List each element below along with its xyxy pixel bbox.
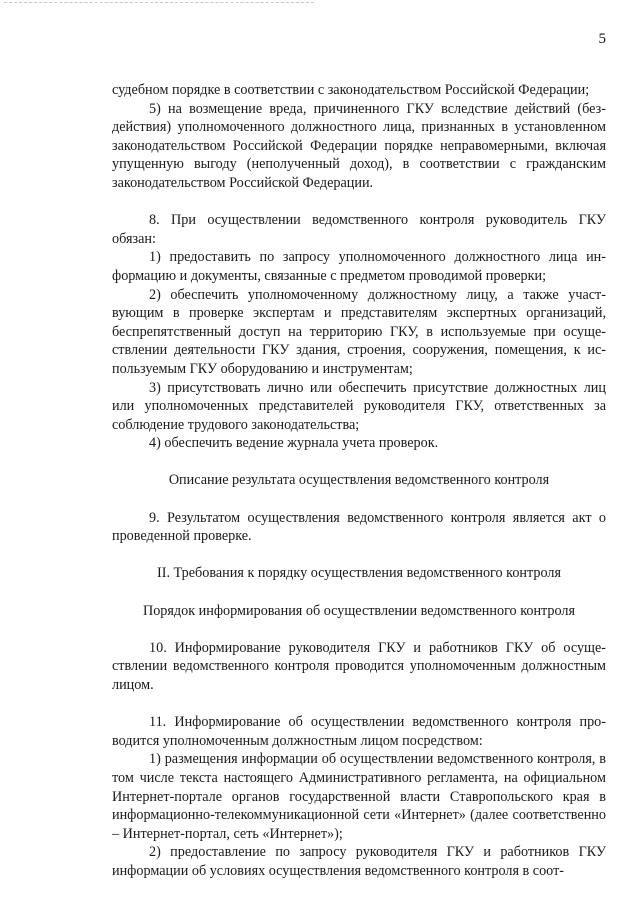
paragraph: 2) предоставление по запросу руководителя ГКУ и работников ГКУ информации об условиях осуществления ведомственного контроля в соот- (112, 844, 606, 879)
blank-line (112, 620, 606, 639)
paragraph: 1) размещения информации об осуществлении ведомственного контроля, в том числе текста настоящего Административного регламента, на официальном Интернет-портале органов государственной власти Ставропольского края в информационно-телекоммуникационной сети «Интернет» (далее соответственно – Интернет-портал, сеть «Интернет»); (112, 751, 606, 842)
section-heading: Порядок информирования об осуществлении ведомственного контроля (142, 602, 576, 619)
paragraph: 5) на возмещение вреда, причиненного ГКУ вследствие действий (бездействия) уполномоченного должностного лица, признанных в установленном законодательством Российской Федерации порядке неправомерными, включая упущенную выгоду (неполученный доход), в соответствии с гражданским законодательством Российской Федерации. (112, 100, 606, 191)
blank-line (112, 583, 606, 602)
paragraph: 11. Информирование об осуществлении ведомственного контроля проводится уполномоченным должностным лицом посредством: (112, 714, 606, 749)
section-heading: II. Требования к порядку осуществления ведомственного контроля (157, 565, 561, 582)
blank-line (112, 546, 606, 565)
blank-line (112, 193, 606, 212)
document-body (112, 81, 606, 881)
paragraph: 10. Информирование руководителя ГКУ и работников ГКУ об осуществлении ведомственного контроля проводится уполномоченным должностным лицом. (112, 639, 606, 693)
paragraph: судебном порядке в соответствии с законодательством Российской Федерации; (112, 82, 590, 98)
paragraph: 3) присутствовать лично или обеспечить присутствие должностных лиц или уполномоченных представителей руководителя ГКУ, ответственных за соблюдение трудового законодательства; (112, 379, 606, 433)
paragraph: 4) обеспечить ведение журнала учета проверок. (149, 435, 439, 452)
paragraph: 2) обеспечить уполномоченному должностному лицу, а также участвующим в проверке экспертам и представителям экспертных организаций, беспрепятственный доступ на территорию ГКУ, в используемые при осуществлении деятельности ГКУ здания, строения, сооружения, помещения, к используемым ГКУ оборудованию и инструментам; (112, 286, 606, 377)
blank-line (112, 490, 606, 509)
scan-artifact-line (4, 2, 314, 3)
paragraph: 8. При осуществлении ведомственного контроля руководитель ГКУ обязан: (112, 212, 606, 247)
blank-line (112, 695, 606, 714)
section-heading: Описание результата осуществления ведомственного контроля (168, 472, 550, 489)
blank-line (112, 453, 606, 472)
paragraph: 1) предоставить по запросу уполномоченного должностного лица информацию и документы, связанные с предметом проводимой проверки; (112, 249, 606, 284)
page-number: 5 (598, 31, 606, 47)
paragraph: 9. Результатом осуществления ведомственного контроля является акт о проведенной проверке. (112, 509, 606, 545)
